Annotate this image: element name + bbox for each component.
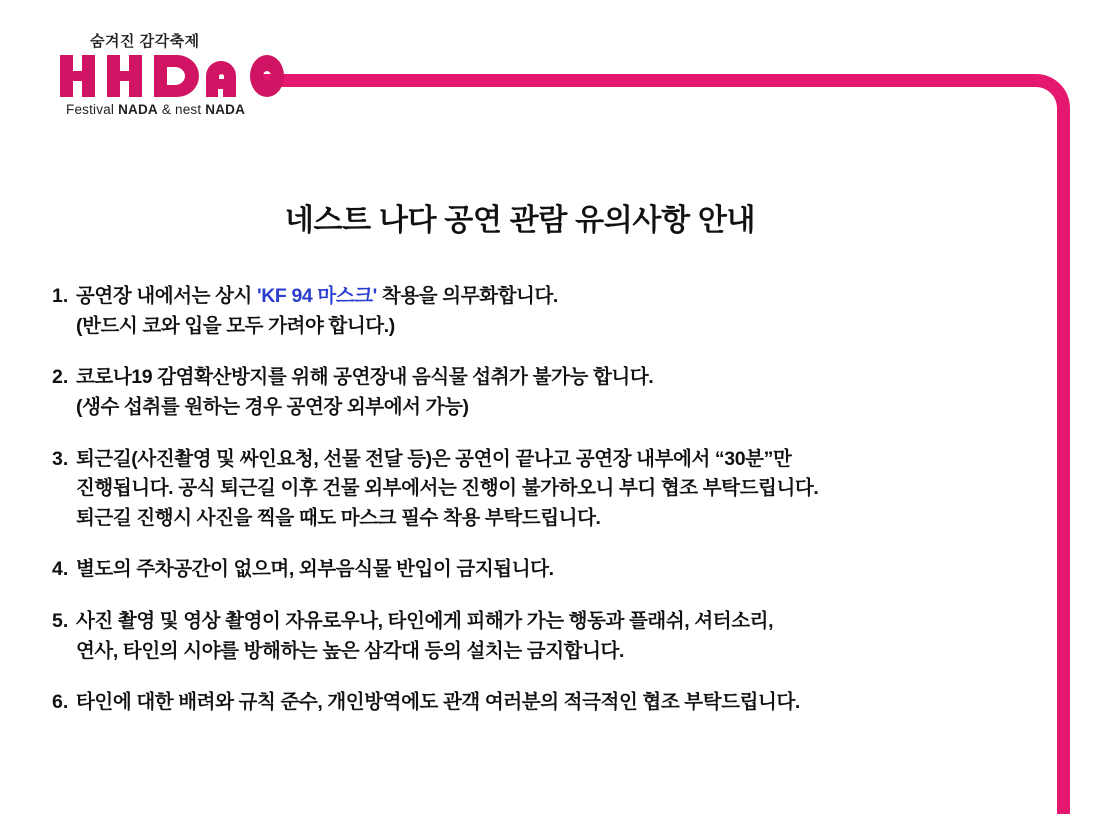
list-item-line [76, 282, 1032, 312]
nada-wordmark-icon [60, 55, 288, 95]
list-item-line: (생수 섭취를 원하는 경우 공연장 외부에서 가능) [76, 395, 469, 418]
list-item [52, 688, 1032, 718]
list-item-number: 6. [52, 691, 69, 714]
list-item-number: 1. [52, 285, 69, 307]
brand-subline [66, 102, 288, 117]
list-item-line: 진행됩니다. 공식 퇴근길 이후 건물 외부에서는 진행이 불가하오니 부디 협조 부탁드립니다. [76, 477, 819, 500]
list-item-number: 2. [52, 366, 69, 389]
list-item-line: 별도의 주차공간이 없으며, 외부음식물 반입이 금지됩니다. [76, 558, 554, 581]
list-item [52, 555, 1032, 585]
list-item [52, 282, 1032, 341]
line-text-highlight: 'KF 94 마스크' [257, 285, 377, 307]
list-item [52, 445, 1032, 534]
brand-subline-bold-2: NADA [205, 102, 246, 117]
line-text-pre: 공연장 내에서는 상시 [76, 285, 257, 307]
brand-subline-bold-1: NADA [118, 102, 158, 117]
list-item-line: 사진 촬영 및 영상 촬영이 자유로우나, 타인에게 피해가 가는 행동과 플래쉬, 셔터소리, [76, 610, 774, 632]
list-item-body [76, 445, 1032, 534]
list-item-line: 퇴근길(사진촬영 및 싸인요청, 선물 전달 등)은 공연이 끝나고 공연장 내부에서 “30분”만 [76, 447, 792, 470]
list-item-number: 5. [52, 610, 69, 632]
list-item [52, 607, 1032, 666]
list-item-line: 연사, 타인의 시야를 방해하는 높은 삼각대 등의 설치는 금지합니다. [76, 639, 624, 662]
list-item-line: 퇴근길 진행시 사진을 찍을 때도 마스크 필수 착용 부탁드립니다. [76, 506, 601, 529]
notice-list [52, 282, 1032, 740]
line-text-post: 착용을 의무화합니다. [376, 285, 558, 307]
brand-logo [58, 30, 288, 117]
list-item [52, 363, 1032, 422]
brand-tagline: 숨겨진 감각축제 [90, 33, 200, 50]
page-title: 네스트 나다 공연 관람 유의사항 안내 [284, 204, 756, 237]
list-item-body [76, 688, 1032, 718]
list-item-body [76, 363, 1032, 422]
brand-subline-plain-2: & nest [157, 102, 206, 117]
list-item-line: (반드시 코와 입을 모두 가려야 합니다.) [76, 314, 395, 337]
list-item-number: 3. [52, 447, 69, 470]
list-item-line: 코로나19 감염확산방지를 위해 공연장내 음식물 섭취가 불가능 합니다. [76, 366, 654, 389]
list-item-line: 타인에 대한 배려와 규칙 준수, 개인방역에도 관객 여러분의 적극적인 협조 부탁드립니다. [76, 691, 800, 714]
list-item-body [76, 282, 1032, 341]
list-item-body [76, 555, 1032, 585]
brand-subline-plain-1: Festival [66, 102, 119, 117]
list-item-body [76, 607, 1032, 666]
list-item-number: 4. [52, 558, 69, 581]
